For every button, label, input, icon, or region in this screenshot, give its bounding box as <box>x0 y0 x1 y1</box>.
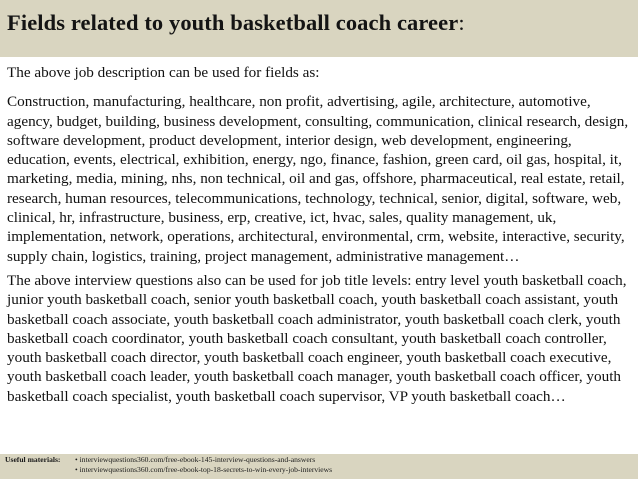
footer-row-2 <box>5 465 638 475</box>
fields-list-text: Construction, manufacturing, healthcare, non profit, advertising, agile, architecture, automotive, agency, budget, building, business development, consulting, communication, clinical research, design, software development, product development, interior design, web development, engineering, education, events, electrical, exhibition, energy, ngo, finance, fashion, green card, oil gas, hospital, it, marketing, media, mining, nhs, non technical, oil and gas, offshore, pharmaceutical, real estate, retail, research, human resources, telecommunications, technology, technical, senior, digital, software, web, clinical, hr, infrastructure, business, erp, creative, ict, hvac, sales, quality management, uk, implementation, network, operations, architectural, environmental, crm, website, interactive, security, supply chain, logistics, training, project management, administrative management… <box>7 93 629 265</box>
footer-bullet-2: • <box>75 465 78 474</box>
slide-title-text: Fields related to youth basketball coach career <box>7 10 459 35</box>
slide-title <box>7 10 465 35</box>
footer-spacer <box>5 465 75 475</box>
slide-title-colon: : <box>458 10 465 35</box>
intro-text: The above job description can be used for fields as: <box>7 64 320 81</box>
job-levels-text: The above interview questions also can be used for job title levels: entry level youth basketball coach, junior youth basketball coach, senior youth basketball coach, youth basketball coach assistant, youth basketball coach associate, youth basketball coach administrator, youth basketball coach clerk, youth basketball coach coordinator, youth basketball coach consultant, youth basketball coach controller, youth basketball coach director, youth basketball coach engineer, youth basketball coach executive, youth basketball coach leader, youth basketball coach manager, youth basketball coach officer, youth basketball coach specialist, youth basketball coach supervisor, VP youth basketball coach… <box>7 271 627 405</box>
footer-link-1[interactable]: interviewquestions360.com/free-ebook-145-interview-questions-and-answers <box>79 455 316 464</box>
slide-content <box>7 63 635 411</box>
footer-link-2[interactable]: interviewquestions360.com/free-ebook-top-18-secrets-to-win-every-job-interviews <box>79 465 333 474</box>
title-bar <box>0 0 638 57</box>
footer-row-1 <box>5 455 638 465</box>
footer-bar <box>0 454 638 479</box>
footer-bullet-1: • <box>75 455 78 464</box>
footer-label: Useful materials: <box>5 455 61 464</box>
